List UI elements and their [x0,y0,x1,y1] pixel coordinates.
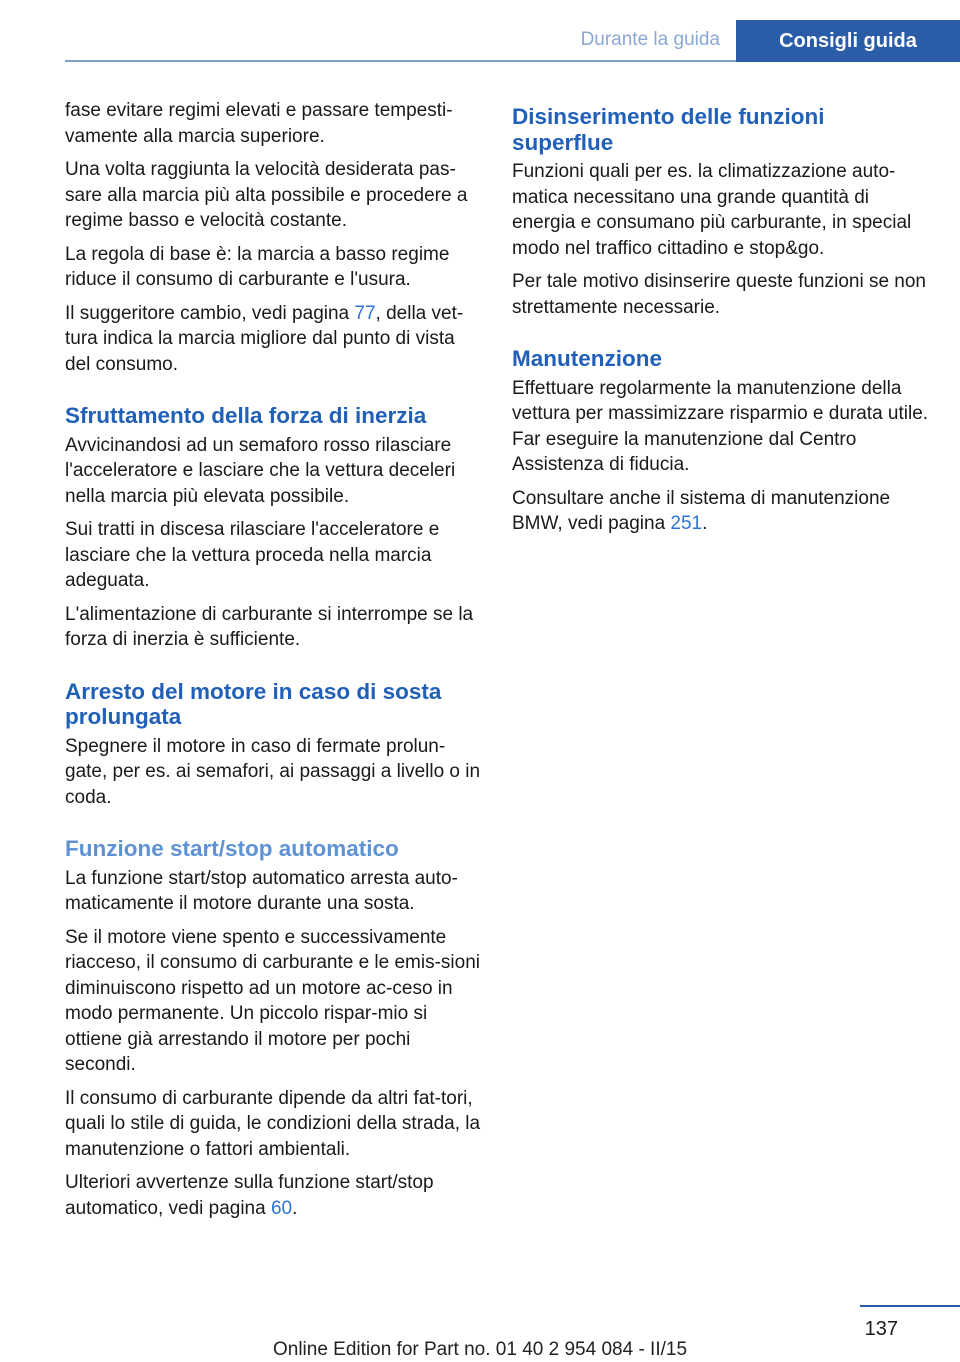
left-column [65,98,485,1229]
text: , della vet-tura indica la marcia migliore dal punto di vista del consumo. [65,302,464,375]
paragraph: L'alimentazione di carburante si interrompe se la forza di inerzia è sufficiente. [65,603,474,650]
heading-inerzia: Sfruttamento della forza di inerzia [65,403,427,428]
page-number: 137 [864,1318,898,1340]
heading-start-stop: Funzione start/stop automatico [65,836,399,861]
right-column [512,98,932,545]
paragraph: La funzione start/stop automatico arresta auto-maticamente il motore durante una sosta. [65,867,458,914]
paragraph: Effettuare regolarmente la manutenzione della vettura per massimizzare risparmio e durata utile. Far eseguire la manutenzione dal Centro Assistenza di fiducia. [512,377,929,475]
text: Il suggeritore cambio, vedi pagina [65,302,355,324]
paragraph: Avvicinandosi ad un semaforo rosso rilasciare l'acceleratore e lasciare che la vettura deceleri nella marcia più elevata possibile. [65,434,456,507]
text: . [292,1197,298,1219]
paragraph: Per tale motivo disinserire queste funzioni se non strettamente necessarie. [512,271,927,318]
chapter-tab: Consigli guida [736,20,960,62]
paragraph: Il consumo di carburante dipende da altri fat-tori, quali lo stile di guida, le condizioni della strada, la manutenzione o fattori ambientali. [65,1087,481,1160]
paragraph: La regola di base è: la marcia a basso regime riduce il consumo di carburante e l'usura. [65,243,450,290]
page-reference-link[interactable]: 251 [670,513,703,534]
footer-rule [860,1305,960,1307]
paragraph: Una volta raggiunta la velocità desiderata pas-sare alla marcia più alta possibile e procedere a regime basso e velocità costante. [65,159,468,231]
paragraph [65,301,485,378]
edition-note: Online Edition for Part no. 01 40 2 954 084 - II/15 [272,1339,688,1360]
page-reference-link[interactable]: 60 [270,1197,293,1219]
heading-manutenzione: Manutenzione [512,346,662,371]
paragraph: Se il motore viene spento e successivamente riacceso, il consumo di carburante e le emis-sioni diminuiscono rispetto ad un motore ac-ceso in modo permanente. Un piccolo rispar-mio si ottiene già arrestando il motore per pochi secondi. [65,926,481,1075]
paragraph [65,1170,485,1221]
paragraph: Sui tratti in discesa rilasciare l'acceleratore e lasciare che la vettura proceda nella marcia adeguata. [65,519,440,591]
paragraph: Funzioni quali per es. la climatizzazione auto-matica necessitano una grande quantità di energia e consumano più carburante, in special modo nel traffico cittadino e stop&go. [512,161,912,259]
paragraph [512,486,932,537]
paragraph: fase evitare regimi elevati e passare tempesti-vamente alla marcia superiore. [65,100,453,147]
section-title: Durante la guida [580,29,720,50]
heading-arresto: Arresto del motore in caso di sosta prolungata [65,678,442,729]
text: Ulteriori avvertenze sulla funzione start/stop automatico, vedi pagina [65,1172,434,1219]
text: . [702,513,708,534]
page-reference-link[interactable]: 77 [354,302,376,324]
text: Consultare anche il sistema di manutenzione BMW, vedi pagina [512,487,891,534]
heading-disinserimento: Disinserimento delle funzioni superflue [512,104,825,155]
paragraph: Spegnere il motore in caso di fermate prolun-gate, per es. ai semafori, ai passaggi a livello o in coda. [65,735,481,808]
